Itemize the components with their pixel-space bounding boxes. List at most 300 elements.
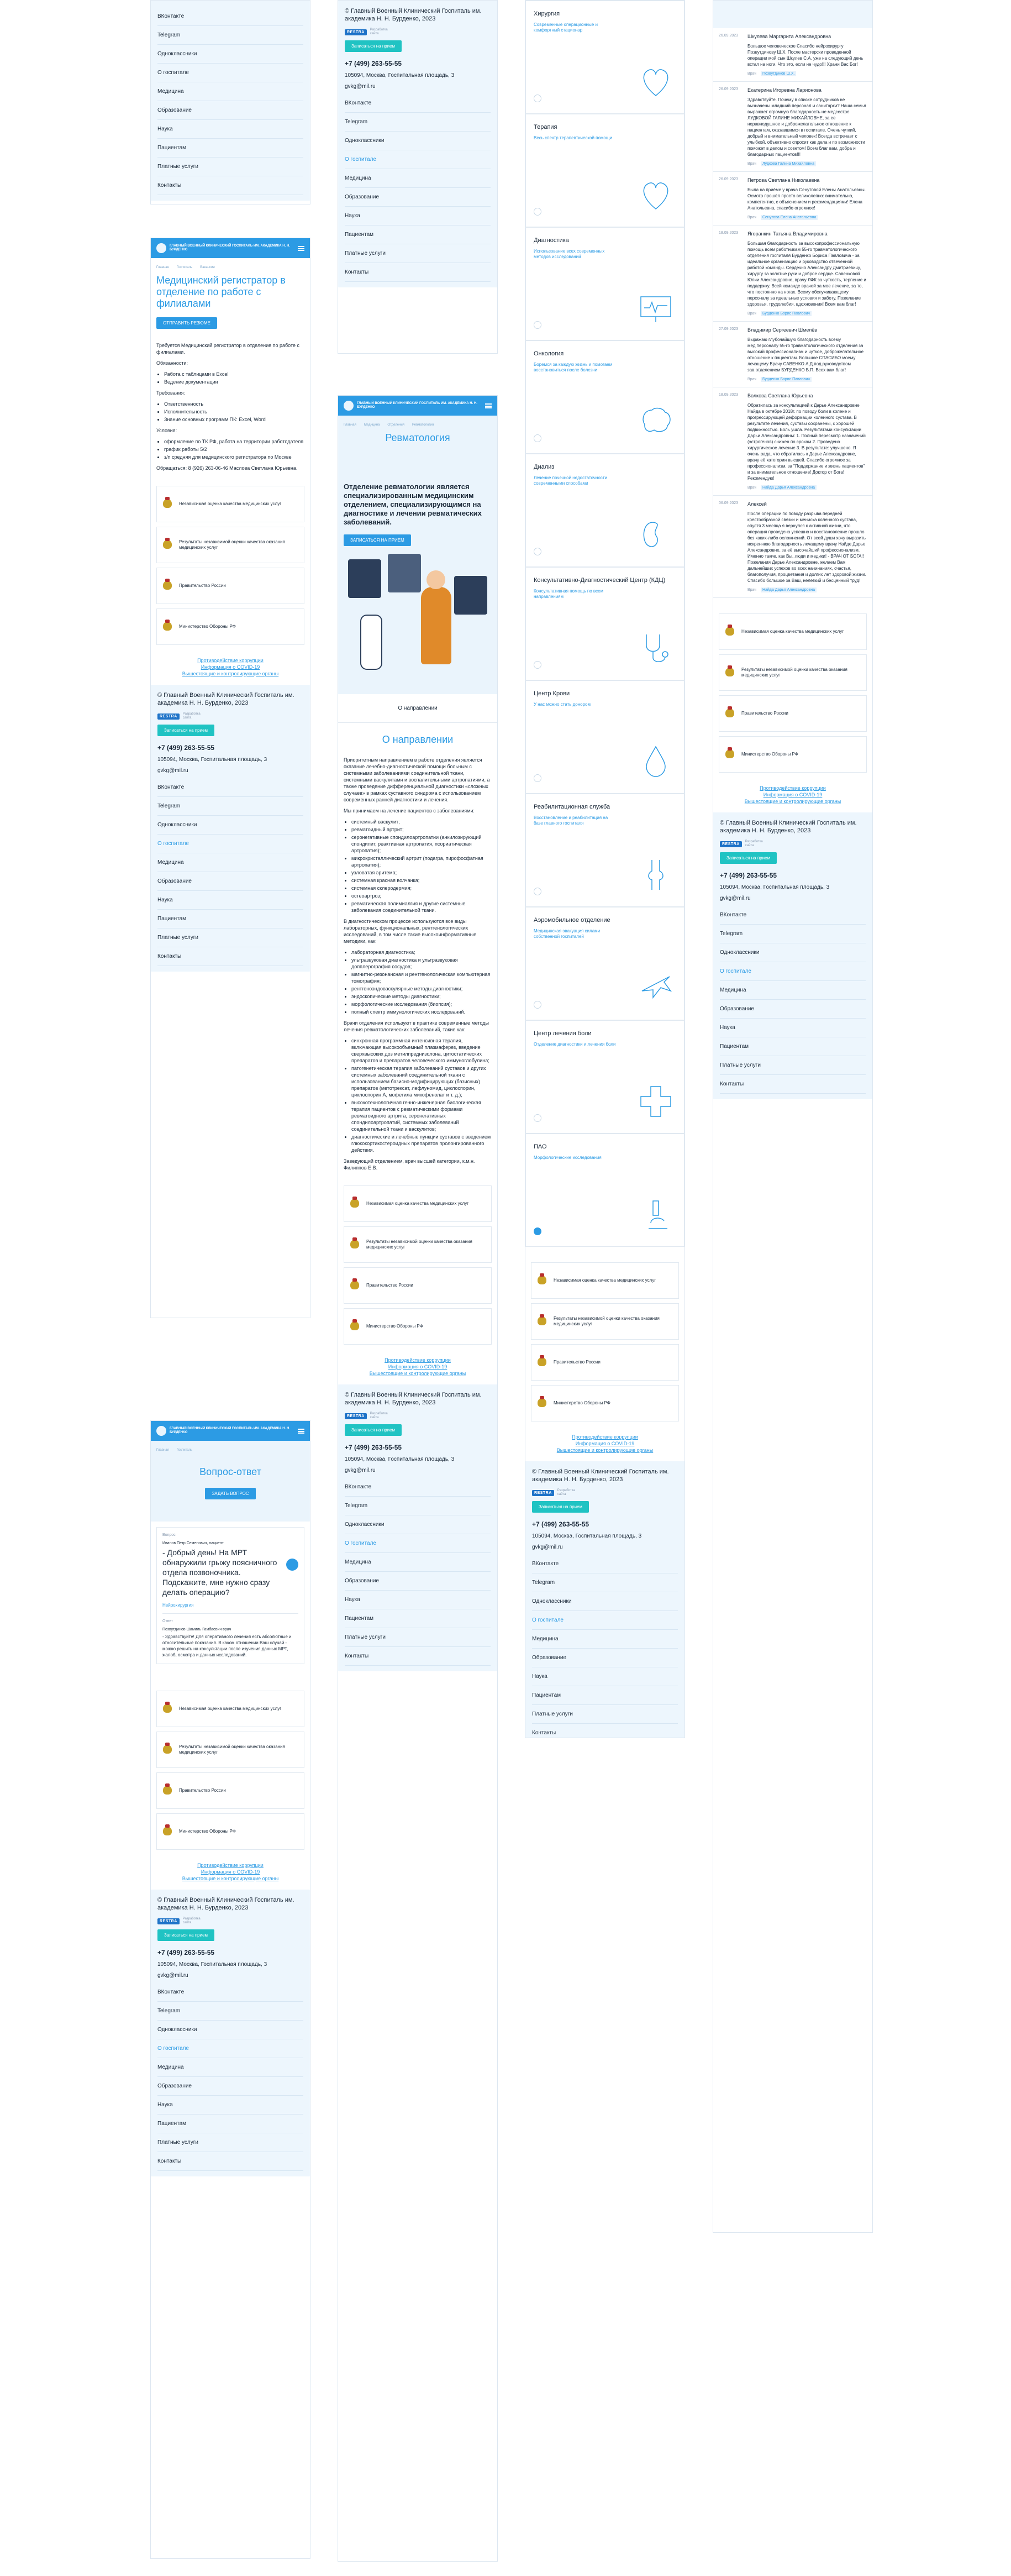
footer-address: 105094, Москва, Госпитальная площадь, 3	[532, 1533, 642, 1539]
footer-nav-item[interactable]: Одноклассники	[720, 943, 866, 962]
award-card[interactable]	[156, 568, 304, 604]
ask-question-button[interactable]: ЗАДАТЬ ВОПРОС	[205, 1488, 255, 1499]
list-item: • микрокристаллический артрит (подагра, пирофосфатная артропатия);	[351, 855, 492, 868]
footer-nav-item[interactable]: Платные услуги	[157, 928, 303, 947]
question-card	[156, 1527, 304, 1664]
department-desc: Весь спектр терапевтической помощи	[534, 135, 612, 140]
list-item: • серонегативные спондилоартропатии (анкилозирующий спондилит, реактивная артропатия, псориатическая артропатия);	[351, 834, 492, 854]
covid-link[interactable]: Информация о COVID-19	[388, 1364, 447, 1370]
review-item	[713, 225, 872, 322]
footer-email[interactable]: gvkg@mil.ru	[345, 83, 376, 90]
copyright: © Главный Военный Клинический Госпиталь им. академика Н. Н. Бурденко, 2023	[157, 1897, 294, 1911]
subscribe-button[interactable]: Записаться на прием	[345, 40, 402, 52]
department-desc: Современные операционные и комфортный стационар	[534, 22, 598, 33]
eagle-icon	[161, 497, 173, 511]
list-item: • остеоартроз;	[351, 893, 492, 899]
developer-badge[interactable]	[720, 840, 866, 848]
list-item: • системный васкулит;	[351, 819, 492, 825]
arrow-icon[interactable]	[534, 888, 541, 895]
doctor-link[interactable]: Бурденко Борис Павлович	[761, 311, 812, 316]
department-card[interactable]	[525, 907, 684, 1020]
footer-nav-item[interactable]: Платные услуги	[720, 1056, 866, 1075]
award-label: Результаты независимой оценки качества оказания медицинских услуг	[554, 1316, 660, 1326]
department-title: Центр Крови	[534, 690, 570, 697]
footer-nav-item[interactable]: Пациентам	[157, 2115, 303, 2133]
review-date: 18.09.2023	[719, 393, 739, 397]
cond-title: Условия:	[156, 428, 177, 433]
footer-nav-item[interactable]: Контакты	[532, 1724, 678, 1738]
breadcrumb	[156, 266, 304, 269]
department-card[interactable]	[525, 227, 684, 340]
footer-links	[525, 1430, 684, 1461]
arrow-icon[interactable]	[534, 1001, 541, 1009]
department-desc: Медицинская эвакуация силами собственной госпиталей	[534, 928, 601, 939]
question-tag[interactable]: Нейрохирургия	[162, 1603, 298, 1614]
footer-nav-item[interactable]: Наука	[157, 2096, 303, 2115]
award-card[interactable]	[344, 1185, 492, 1222]
footer-nav-item[interactable]: Одноклассники	[157, 816, 303, 835]
developer-logo: RESTRA	[345, 1413, 367, 1419]
review-author: Шкулева Маргарита Александровна	[747, 34, 831, 39]
footer-nav-item[interactable]: Пациентам	[345, 1609, 491, 1628]
authorities-link[interactable]: Вышестоящие и контролирующие органы	[182, 1876, 279, 1881]
emblem-icon[interactable]	[344, 401, 354, 411]
award-card[interactable]	[156, 486, 304, 522]
footer-phone[interactable]: +7 (499) 263-55-55	[720, 872, 777, 879]
stethoscope-icon	[636, 629, 675, 668]
department-title: Диагностика	[534, 237, 569, 244]
menu-icon[interactable]	[485, 403, 492, 408]
department-card[interactable]	[525, 340, 684, 454]
award-card[interactable]	[719, 695, 867, 732]
review-text: Обратилась за консультацией к Дарье Александровне Найда в октябре 2018г. по поводу боли в колене и прогрессирующей деформации коленного сустава. В результате лечения, суставы сохранены, с хорошей подвижностью. Боль ушла. Результатами консультации Дарьи Александровны: 1. Полный пересмотр назначений (эстрогенов) снижен по срокам 2. Проведено хирургическое лечение 3. В результате: улучшено. Я очень рада, что обратилась к Дарье Александровне, врачу её категории высшей. Спасибо огромное за профессионализм, за "Поддержание и жизнь пациентов" и за внимательное отношение! Доктор от Бога! Рекомендую!	[747, 403, 866, 481]
vacancy-hero	[151, 258, 310, 337]
footer-nav-item[interactable]: ВКонтакте	[345, 1478, 491, 1497]
footer-nav-item[interactable]: О госпитале	[157, 64, 303, 82]
developer-logo: RESTRA	[532, 1490, 554, 1496]
review-doctor	[747, 312, 867, 316]
review-doctor	[747, 377, 867, 381]
award-card[interactable]	[156, 527, 304, 563]
rheumatology-page	[338, 395, 498, 2562]
footer-phone[interactable]: +7 (499) 263-55-55	[157, 744, 215, 752]
footer-nav	[345, 94, 491, 282]
footer-nav-item[interactable]: Пациентам	[532, 1686, 678, 1705]
list-item: • синхронная программная интенсивная терапия, включающая высокообъемный плазмаферез, введение сверхвысоких доз метилпреднизолона, цитостатических препаратов и препаратов человеческого иммуноглобулина;	[351, 1037, 492, 1064]
footer-nav-item[interactable]: Наука	[720, 1019, 866, 1037]
eagle-icon	[536, 1396, 548, 1410]
doctor-illustration	[344, 554, 492, 686]
review-text: Здравствуйте. Почему в списке сотрудников не вызначены младший персонал и санитарки? Наша семья выражает огромную благодарность не медсестре ЛУДКОВОЙ ГАЛИНЕ МИХАЙЛОВНЕ, за ее неравнодушное и доброжелательное отношение к пациентам, оказавшимся в госпитале. Очень чуткий, добрый и внимательный человек! Всегда встречает с улыбкой, объективно спросит как дела и по возможности поможет в делом и советом! Всем благ вам, добра и благодарных пациентов!!!	[747, 97, 866, 157]
anticorruption-link[interactable]: Противодействие коррупции	[197, 1863, 264, 1868]
breadcrumb-item[interactable]: Госпиталь	[176, 266, 193, 269]
award-label: Министерство Обороны РФ	[741, 752, 798, 757]
award-card[interactable]	[719, 736, 867, 773]
menu-icon[interactable]	[298, 246, 304, 251]
eagle-icon	[536, 1273, 548, 1288]
list-item: • Работа с таблицами в Excel	[164, 371, 304, 377]
award-card[interactable]	[344, 1267, 492, 1304]
doctor-link[interactable]: Позвутдинов Ш.Х.	[761, 71, 797, 76]
breadcrumb-item[interactable]: Госпиталь	[176, 1449, 193, 1452]
footer-nav-item[interactable]: Наука	[157, 891, 303, 910]
award-card[interactable]	[344, 1226, 492, 1263]
footer-email[interactable]: gvkg@mil.ru	[720, 895, 751, 901]
award-card[interactable]	[719, 654, 867, 691]
site-name: ГЛАВНЫЙ ВОЕННЫЙ КЛИНИЧЕСКИЙ ГОСПИТАЛЬ ИМ. АКАДЕМИКА Н. Н. БУРДЕНКО	[357, 402, 477, 409]
breadcrumb-item[interactable]: Вакансии	[200, 266, 215, 269]
footer-nav-item[interactable]: Контакты	[345, 263, 491, 282]
review-text: Большая благодарность за высокопрофессиональную помощь всем работникам 55-го травматологического отделения госпиталя Бурденко Бориса Павловича - за идеальное организацию и руководство отвеченной работой команды. Сердечно Александру Дмитриевичу, хирургу за золотые руки и доброе сердце. Савенковой Юлии Александровне, врачу ЛФК за чуткость, терпение и поддержку. Всей команде врачей за мое лечение, за то, что постоянно на ногах. Всему обслуживающему персоналу за идеальные условия и заботу. Пожелание здоровья, трудолюбия, вдохновения! Всем вам благ!	[747, 241, 866, 307]
footer-nav-item[interactable]: Платные услуги	[345, 244, 491, 263]
award-card[interactable]	[531, 1385, 679, 1421]
footer-nav-item[interactable]: Одноклассники	[345, 1515, 491, 1534]
copyright: © Главный Военный Клинический Госпиталь им. академика Н. Н. Бурденко, 2023	[532, 1468, 669, 1483]
award-card[interactable]	[531, 1303, 679, 1340]
emblem-icon[interactable]	[156, 243, 166, 253]
footer-nav-item[interactable]: Telegram	[532, 1573, 678, 1592]
doctor-label: Врач	[747, 486, 756, 490]
eagle-icon	[349, 1278, 361, 1293]
rheum-lead: Отделение ревматологии является специализированным медицинским отделением, специализирующимся на диагностике и лечении ревматических заболеваний.	[344, 482, 482, 526]
footer-address: 105094, Москва, Госпитальная площадь, 3	[720, 884, 830, 890]
footer-nav-item[interactable]: Платные услуги	[345, 1628, 491, 1647]
footer	[338, 1384, 497, 1671]
award-card[interactable]	[156, 608, 304, 645]
send-resume-button[interactable]: ОТПРАВИТЬ РЕЗЮМЕ	[156, 317, 217, 329]
footer-phone[interactable]: +7 (499) 263-55-55	[345, 1444, 402, 1451]
covid-link[interactable]: Информация о COVID-19	[201, 664, 260, 670]
subscribe-button[interactable]: Записаться на прием	[157, 725, 214, 736]
copyright: © Главный Военный Клинический Госпиталь им. академика Н. Н. Бурденко, 2023	[345, 1392, 482, 1406]
award-label: Правительство России	[179, 1788, 226, 1793]
footer-email[interactable]: gvkg@mil.ru	[157, 1972, 188, 1979]
award-card[interactable]	[156, 1732, 304, 1768]
anticorruption-link[interactable]: Противодействие коррупции	[760, 785, 826, 791]
footer-nav-item[interactable]: Telegram	[345, 113, 491, 132]
expand-icon[interactable]	[286, 1559, 298, 1571]
authorities-link[interactable]: Вышестоящие и контролирующие органы	[556, 1447, 654, 1453]
footer-nav-item[interactable]: Telegram	[157, 797, 303, 816]
req-list	[156, 401, 304, 423]
award-card[interactable]	[719, 613, 867, 650]
doctor-label: Врач	[747, 588, 756, 592]
reviews-list	[713, 28, 872, 598]
review-item	[713, 496, 872, 598]
arrow-icon[interactable]	[534, 774, 541, 782]
vacancy-page	[150, 238, 310, 1318]
doctor-label: Врач	[747, 216, 756, 219]
doctor-link[interactable]: Лудкова Галина Михайловна	[761, 161, 816, 166]
list-item: • системная красная волчанка;	[351, 877, 492, 884]
footer-phone[interactable]: +7 (499) 263-55-55	[157, 1949, 215, 1956]
developer-badge[interactable]	[532, 1489, 678, 1497]
award-card[interactable]	[156, 1813, 304, 1850]
footer-phone[interactable]: +7 (499) 263-55-55	[345, 60, 402, 67]
award-card[interactable]	[344, 1308, 492, 1345]
doctor-link[interactable]: Сенутова Елена Анатольевна	[761, 215, 818, 220]
footer	[525, 1461, 684, 1738]
footer-email[interactable]: gvkg@mil.ru	[157, 768, 188, 774]
footer-nav-item[interactable]: Платные услуги	[157, 2133, 303, 2152]
footer-nav-item[interactable]: Telegram	[720, 925, 866, 943]
department-title: Аэромобильное отделение	[534, 917, 610, 924]
review-text: Была на приёме у врача Сенутовой Елены Анатольевны. Осмотр прошёл просто великолепно: внимательно, компетентно, с объяснением и рекомендациями! Елена Анатольевна, спасибо огромное!	[747, 187, 866, 211]
arrow-icon[interactable]	[534, 95, 541, 102]
review-doctor	[747, 216, 867, 219]
page-title: Вопрос-ответ	[199, 1466, 261, 1477]
paragraph: Приоритетным направлением в работе отделения является оказание лечебно-диагностической помощи больным с системными заболеваниями соединительной ткани, системными васкулитами и воспалительными артропатиями, а также проведение дифференциальной диагностики «сложных случаев» в рамках суставного синдрома с использованием современных ранней диагностики и лечения.	[344, 757, 490, 802]
footer-nav-item[interactable]: Медицина	[532, 1630, 678, 1649]
doctor-label: Врач	[747, 312, 756, 316]
awards	[151, 481, 310, 654]
footer-nav-item[interactable]: Медицина	[345, 1553, 491, 1572]
review-item	[713, 82, 872, 172]
menu-icon[interactable]	[298, 1429, 304, 1434]
review-doctor	[747, 72, 867, 76]
footer-nav-item[interactable]: О госпитале	[720, 962, 866, 981]
developer-badge[interactable]	[345, 28, 491, 36]
footer-nav-item[interactable]: Образование	[345, 1572, 491, 1591]
footer-nav-item[interactable]: О госпитале	[157, 2039, 303, 2058]
footer-nav-item[interactable]: Одноклассники	[157, 45, 303, 64]
arrow-icon[interactable]	[534, 548, 541, 555]
anticorruption-link[interactable]: Противодействие коррупции	[385, 1357, 451, 1363]
footer-nav-item[interactable]: Наука	[532, 1667, 678, 1686]
review-text: Большое человеческое Спасибо нейрохирургу Позвутдинову Ш.Х. После мастерски проведенной операции мой сын Шкулев С.А. уже на следующий день встал на ноги. Что это, если не чудо!!! Храни Вас Бог!	[747, 44, 863, 67]
department-card[interactable]	[525, 114, 684, 227]
award-card[interactable]	[531, 1262, 679, 1299]
department-title: Центр лечения боли	[534, 1030, 592, 1037]
developer-badge[interactable]	[157, 712, 303, 720]
review-date: 26.09.2023	[719, 87, 739, 91]
awards	[151, 1686, 310, 1859]
authorities-link[interactable]: Вышестоящие и контролирующие органы	[744, 799, 841, 804]
question-label: Вопрос	[162, 1533, 176, 1537]
list-item: • Исполнительность	[164, 408, 304, 415]
footer-nav-item[interactable]: Telegram	[157, 2002, 303, 2021]
arrow-icon[interactable]	[534, 208, 541, 216]
eagle-icon	[161, 1783, 173, 1798]
site-name: ГЛАВНЫЙ ВОЕННЫЙ КЛИНИЧЕСКИЙ ГОСПИТАЛЬ ИМ. АКАДЕМИКА Н. Н. БУРДЕНКО	[170, 244, 290, 251]
subscribe-button[interactable]: Записаться на прием	[532, 1501, 589, 1513]
department-desc: Восстановление и реабилитация на базе главного госпиталя	[534, 815, 608, 826]
footer-nav-item[interactable]: Образование	[157, 872, 303, 891]
award-label: Независимая оценка качества медицинских услуг	[179, 1706, 282, 1711]
developer-badge[interactable]	[157, 1917, 303, 1925]
footer-nav-item[interactable]: ВКонтакте	[157, 778, 303, 797]
footer-nav-item[interactable]: Медицина	[157, 853, 303, 872]
footer	[151, 1890, 310, 2176]
arrow-icon[interactable]	[534, 1227, 541, 1235]
footer-nav-item[interactable]: Контакты	[157, 2152, 303, 2171]
footer-nav-item[interactable]: Контакты	[157, 947, 303, 966]
developer-badge[interactable]	[345, 1412, 491, 1420]
footer-nav-item[interactable]: Telegram	[345, 1497, 491, 1515]
authorities-link[interactable]: Вышестоящие и контролирующие органы	[369, 1371, 466, 1376]
department-card[interactable]	[525, 680, 684, 794]
book-button[interactable]: ЗАПИСАТЬСЯ НА ПРИЁМ	[344, 534, 411, 546]
footer-nav-item[interactable]: Контакты	[720, 1075, 866, 1094]
awards	[525, 1258, 684, 1430]
footer-links	[338, 1353, 497, 1384]
footer-nav-item[interactable]: Образование	[532, 1649, 678, 1667]
footer-nav-item[interactable]: ВКонтакте	[345, 94, 491, 113]
list-item: • график работы 5/2	[164, 446, 304, 453]
footer-nav-item[interactable]: ВКонтакте	[720, 906, 866, 925]
footer-phone[interactable]: +7 (499) 263-55-55	[532, 1520, 589, 1528]
arrow-icon[interactable]	[534, 661, 541, 669]
department-title: Хирургия	[534, 11, 560, 17]
footer-nav-item[interactable]: О госпитале	[345, 1534, 491, 1553]
breadcrumb-item[interactable]: Отделения	[387, 423, 405, 427]
award-card[interactable]	[156, 1772, 304, 1809]
cross-icon	[636, 1082, 675, 1121]
footer-nav	[345, 1478, 491, 1666]
department-card[interactable]	[525, 794, 684, 907]
award-card[interactable]	[531, 1344, 679, 1381]
review-text: Выражаю глубочайшую благодарность всему мед.персоналу 55-го травматологического отделения за высокий профессионализм и чуткое, доброжелательное отношение к пациентам. Большое СПАСИБО моему лечащему Врачу САВЕНКО А.Д.под руководством зав.отделением БУРДЕНКО Б.П. Всех вам благ!	[747, 337, 864, 373]
award-label: Министерство Обороны РФ	[366, 1324, 423, 1329]
review-doctor	[747, 162, 867, 166]
heart-icon	[636, 176, 675, 214]
footer-nav-item[interactable]: ВКонтакте	[532, 1555, 678, 1573]
arrow-icon[interactable]	[534, 1114, 541, 1122]
breadcrumb-item[interactable]: Медицина	[364, 423, 380, 427]
arrow-icon[interactable]	[534, 321, 541, 329]
footer-nav-item[interactable]: Одноклассники	[345, 132, 491, 150]
copyright: © Главный Военный Клинический Госпиталь им. академика Н. Н. Бурденко, 2023	[345, 8, 482, 22]
department-card[interactable]	[525, 1134, 684, 1247]
eagle-icon	[724, 706, 736, 721]
footer-nav-item[interactable]: Образование	[157, 101, 303, 120]
anticorruption-link[interactable]: Противодействие коррупции	[572, 1434, 638, 1440]
arrow-icon[interactable]	[534, 434, 541, 442]
footer-nav-item[interactable]: Наука	[345, 1591, 491, 1609]
eagle-icon	[724, 665, 736, 680]
award-label: Министерство Обороны РФ	[179, 624, 236, 629]
award-label: Правительство России	[179, 583, 226, 588]
footer-nav-item[interactable]: О госпитале	[345, 150, 491, 169]
doctor-link[interactable]: Найда Дарья Александровна	[761, 587, 817, 592]
breadcrumb-item[interactable]: Главная	[344, 423, 356, 427]
footer-nav-item[interactable]: Образование	[345, 188, 491, 207]
review-text: После операции по поводу разрыва передней крестообразной связки и мениска коленного сустава, спустя 3 месяца я вернулся к активной жизни, что операция проведена успешно и восстановление прошло без каких-либо осложнений. От всей души хочу выразить искреннюю благодарность лечащему врачу Найде Дарье Александровне, за её высочайший профессионализм. Именно такие, как Вы, люди и медики! - ВРАЧ ОТ БОГА!! Пожелания Дарье Александровне, желаем Вам дальнейших успехов во всех начинаниях, счастья, благополучия, процветания и долгих лет здоровой жизни. Спасибо большое за Ваш, нелегкий и бесценный труд!	[747, 511, 866, 583]
footer-nav-item[interactable]: Контакты	[345, 1647, 491, 1666]
department-card[interactable]	[525, 1, 684, 114]
eagle-icon	[349, 1197, 361, 1211]
footer-nav-item[interactable]: Одноклассники	[157, 2021, 303, 2039]
authorities-link[interactable]: Вышестоящие и контролирующие органы	[182, 671, 279, 676]
awards	[338, 1181, 497, 1353]
list-item: • патогенетическая терапия заболеваний суставов и других системных заболеваний соединительной ткани с использованием базисно-модифицирующих (базисных) препаратов (метотрексат, лефлуномид, циклоспорин, циклоспорин А, мофетила микофенолат и т. д.);	[351, 1065, 492, 1098]
section-title: О направлении	[382, 734, 454, 745]
anticorruption-link[interactable]: Противодействие коррупции	[197, 658, 264, 663]
developer-text: Разработка сайта	[745, 840, 763, 847]
doctor-link[interactable]: Бурденко Борис Павлович	[761, 377, 812, 382]
footer-nav-item[interactable]: ВКонтакте	[157, 1983, 303, 2002]
list-item: • оформление по ТК РФ, работа на территории работодателя	[164, 438, 304, 445]
subscribe-button[interactable]: Записаться на прием	[720, 852, 777, 864]
kidney-icon	[636, 516, 675, 554]
departments-list	[525, 1, 684, 1247]
footer-nav-item[interactable]: Наука	[345, 207, 491, 225]
footer	[713, 812, 872, 1099]
footer-email[interactable]: gvkg@mil.ru	[532, 1544, 563, 1550]
footer-nav-item[interactable]: Медицина	[345, 169, 491, 188]
site-header	[151, 238, 310, 258]
covid-link[interactable]: Информация о COVID-19	[201, 1869, 260, 1875]
footer-email[interactable]: gvkg@mil.ru	[345, 1467, 376, 1473]
footer-nav-item[interactable]: Наука	[157, 120, 303, 139]
paragraph: Заведующий отделением, врач высшей категории, к.м.н. Филиппов Е.В.	[344, 1158, 475, 1171]
department-card[interactable]	[525, 454, 684, 567]
department-desc: Морфологические исследования	[534, 1155, 602, 1160]
footer-nav-item[interactable]: О госпитале	[157, 835, 303, 853]
footer-nav-item[interactable]: Образование	[157, 2077, 303, 2096]
footer-nav-item[interactable]: Платные услуги	[157, 158, 303, 176]
department-card[interactable]	[525, 1020, 684, 1134]
footer-nav-item[interactable]: Медицина	[157, 2058, 303, 2077]
footer-nav-item[interactable]: Telegram	[157, 26, 303, 45]
review-item	[713, 322, 872, 387]
award-card[interactable]	[156, 1691, 304, 1727]
footer-nav-item[interactable]: Медицина	[157, 82, 303, 101]
list-item: • узловатая эритема;	[351, 869, 492, 876]
eagle-icon	[349, 1237, 361, 1252]
doctor-label: Врач	[747, 162, 756, 166]
footer-nav-item[interactable]: Пациентам	[157, 910, 303, 928]
disease-list	[344, 819, 492, 914]
drop-icon	[636, 742, 675, 781]
covid-link[interactable]: Информация о COVID-19	[763, 792, 823, 798]
list-item: • Знание основных программ ПК: Excel, Word	[164, 416, 304, 423]
footer-nav-item[interactable]: Медицина	[720, 981, 866, 1000]
heart-icon	[636, 62, 675, 101]
emblem-icon[interactable]	[156, 1426, 166, 1436]
department-card[interactable]	[525, 567, 684, 680]
footer-nav-item[interactable]: Одноклассники	[532, 1592, 678, 1611]
tab-about[interactable]: О направлении	[338, 694, 497, 723]
award-label: Результаты независимой оценки качества оказания медицинских услуг	[179, 539, 285, 550]
footer-nav-item[interactable]: Контакты	[157, 176, 303, 195]
duties-title: Обязанности:	[156, 360, 188, 366]
subscribe-button[interactable]: Записаться на прием	[157, 1929, 214, 1941]
footer-nav-item[interactable]: Платные услуги	[532, 1705, 678, 1724]
covid-link[interactable]: Информация о COVID-19	[575, 1441, 635, 1446]
department-desc: Боремся за каждую жизнь и помогаем восстановиться после болезни	[534, 362, 613, 373]
developer-text: Разработка сайта	[557, 1489, 575, 1496]
breadcrumb-item[interactable]: Ревматология	[412, 423, 434, 427]
award-label: Министерство Обороны РФ	[554, 1400, 610, 1405]
breadcrumb-item[interactable]: Главная	[156, 1449, 169, 1452]
footer-nav-item[interactable]: О госпитале	[532, 1611, 678, 1630]
list-item: • магнитно-резонансная и рентгенологическая компьютерная томография;	[351, 971, 492, 984]
footer-nav-item[interactable]: Пациентам	[157, 139, 303, 158]
breadcrumb-item[interactable]: Главная	[156, 266, 169, 269]
developer-logo: RESTRA	[157, 1918, 180, 1924]
doctor-link[interactable]: Найда Дарья Александровна	[761, 485, 817, 490]
footer-nav	[157, 1983, 303, 2171]
subscribe-button[interactable]: Записаться на прием	[345, 1424, 402, 1436]
footer-links	[151, 654, 310, 685]
footer-nav-item[interactable]: ВКонтакте	[157, 7, 303, 26]
eagle-icon	[349, 1319, 361, 1334]
footer-nav-item[interactable]: Пациентам	[720, 1037, 866, 1056]
eagle-icon	[724, 625, 736, 639]
footer-nav-item[interactable]: Образование	[720, 1000, 866, 1019]
footer-nav-item[interactable]: Пациентам	[345, 225, 491, 244]
